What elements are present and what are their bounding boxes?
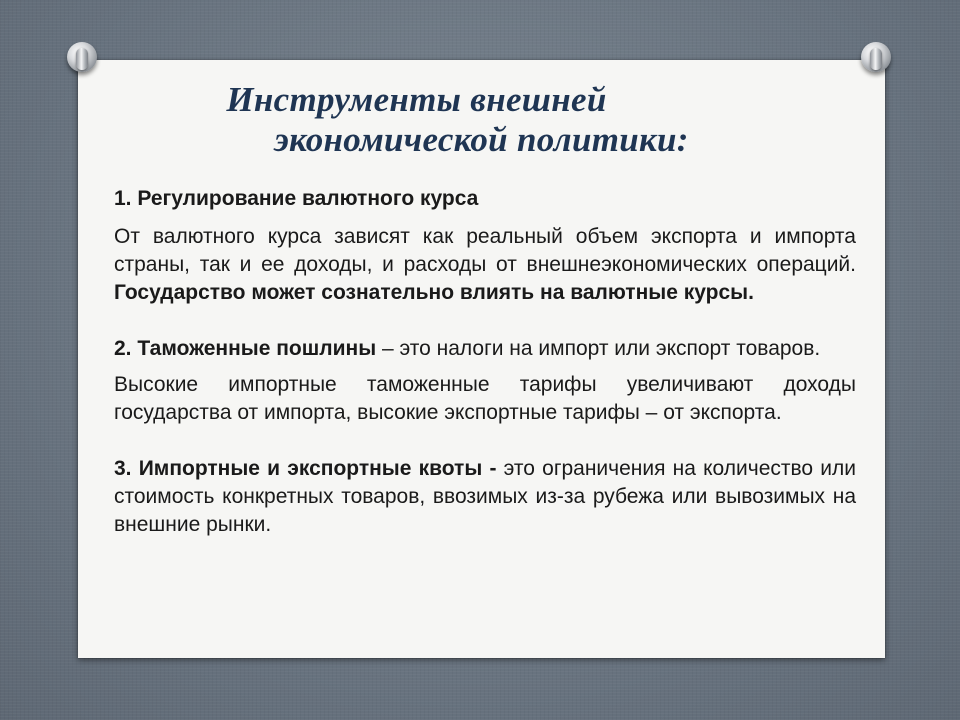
title-line-1: Инструменты внешней bbox=[226, 80, 607, 119]
section-3-heading-definition: это ограничения на количество или стоимость конкретных товаров, ввозимых из-за рубежа или вывозимых на внешние рынки. bbox=[114, 457, 856, 536]
section-2-heading bbox=[114, 335, 856, 363]
section-1-body-text: От валютного курса зависят как реальный объем экспорта и импорта страны, так и ее доходы, и расходы от внешнеэкономических операций. bbox=[114, 225, 856, 276]
title-line-2: экономической политики: bbox=[274, 120, 689, 159]
pushpin-left-icon bbox=[67, 42, 97, 72]
pushpin-right-icon bbox=[861, 42, 891, 72]
slide-title bbox=[78, 80, 885, 160]
section-2-heading-term: 2. Таможенные пошлины bbox=[114, 337, 377, 360]
section-3-heading-term: 3. Импортные и экспортные квоты - bbox=[114, 457, 504, 480]
section-2-body: Высокие импортные таможенные тарифы увеличивают доходы государства от импорта, высокие экспортные тарифы – от экспорта. bbox=[114, 373, 856, 424]
section-1-heading: 1. Регулирование валютного курса bbox=[114, 187, 479, 210]
slide-content bbox=[114, 185, 856, 539]
section-2-heading-definition: – это налоги на импорт или экспорт товаров. bbox=[376, 337, 821, 360]
section-1-body bbox=[114, 223, 856, 307]
slide-card bbox=[78, 60, 885, 658]
section-3-heading bbox=[114, 455, 856, 539]
section-1-body-emphasis: Государство может сознательно влиять на валютные курсы. bbox=[114, 281, 754, 304]
